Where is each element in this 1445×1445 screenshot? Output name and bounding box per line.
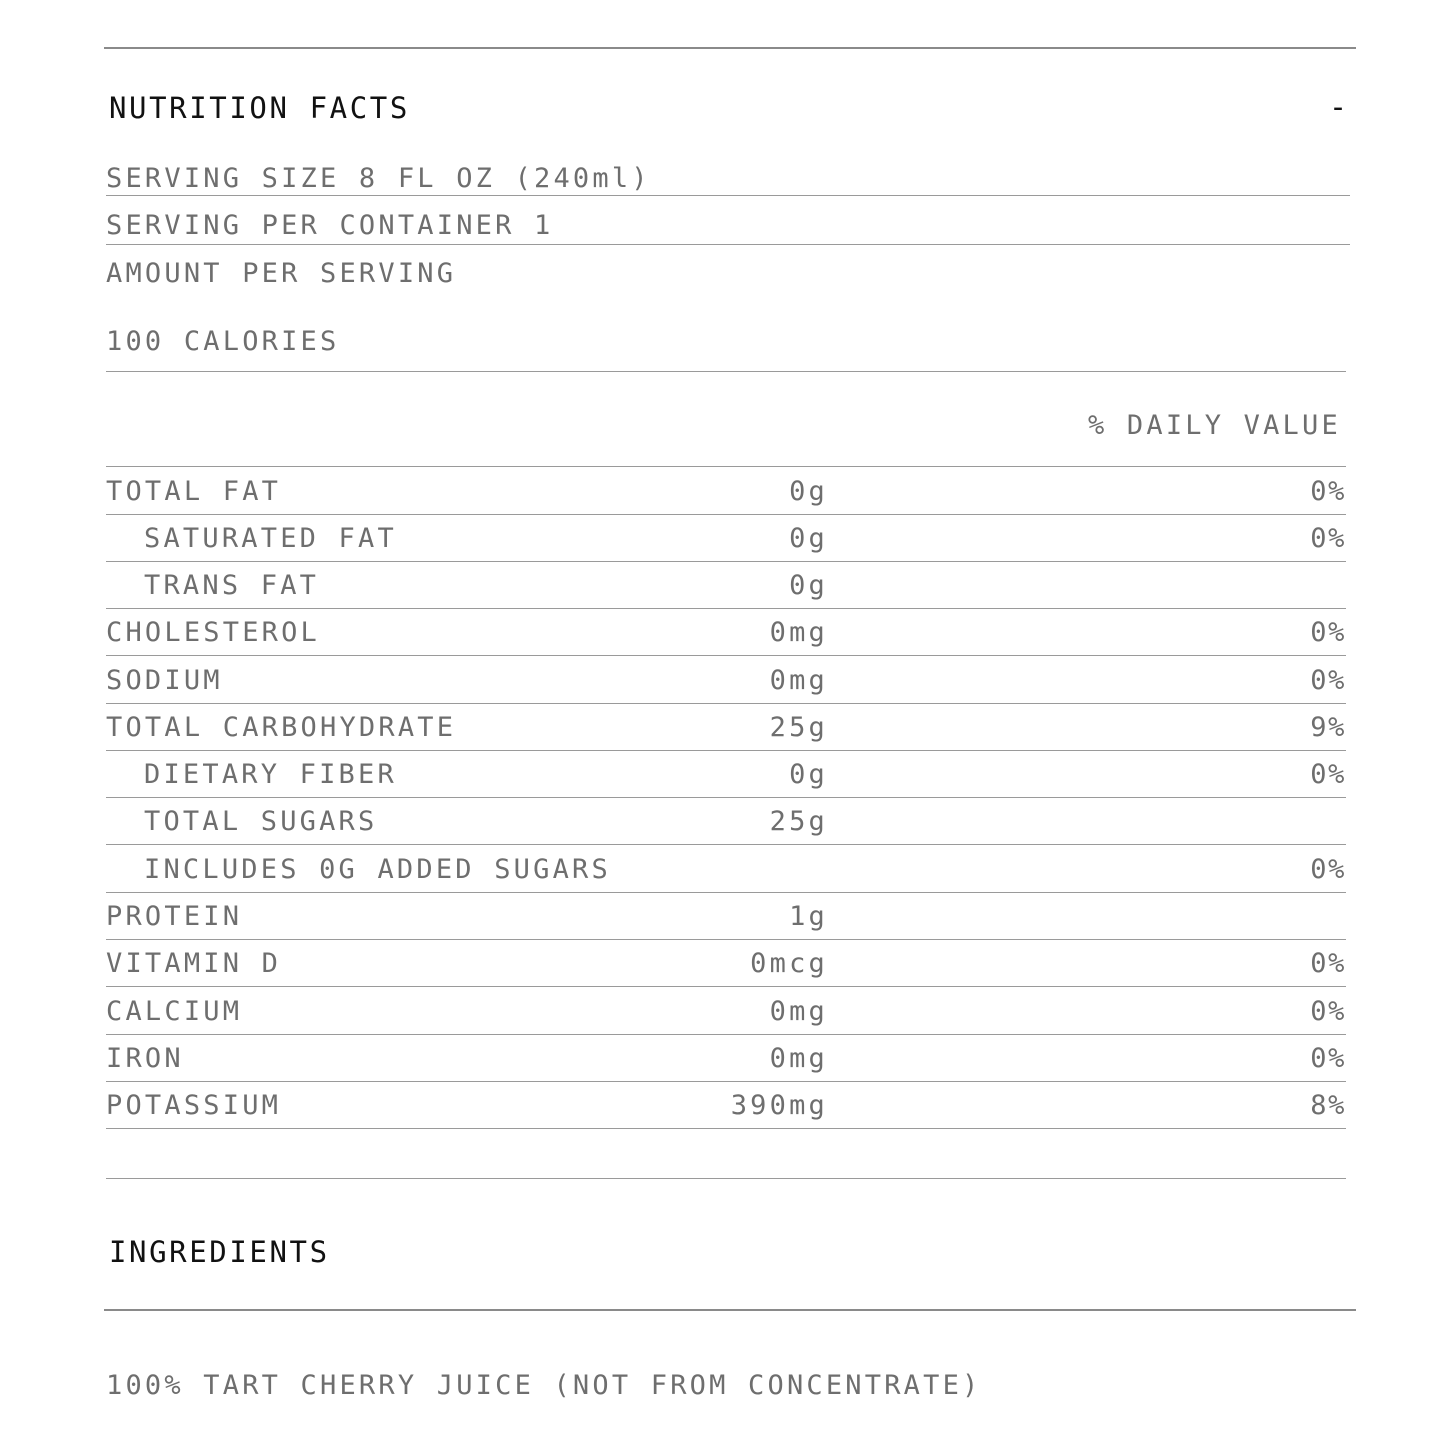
nutrient-name: CALCIUM: [106, 996, 243, 1027]
collapse-toggle-icon[interactable]: -: [1329, 90, 1348, 125]
nutrient-amount: 0g: [789, 759, 828, 790]
nutrient-daily-value: 0%: [1310, 523, 1346, 554]
nutrient-name: TOTAL CARBOHYDRATE: [106, 712, 457, 743]
serving-size: SERVING SIZE 8 FL OZ (240ml): [106, 163, 651, 194]
nutrient-amount: 0mg: [769, 617, 828, 648]
nutrient-amount: 0g: [789, 523, 828, 554]
table-row: [106, 656, 1346, 704]
nutrient-name: SODIUM: [106, 665, 223, 696]
nutrient-daily-value: 8%: [1310, 1090, 1346, 1121]
nutrient-name: CHOLESTEROL: [106, 617, 321, 648]
nutrient-amount: 0mg: [769, 1043, 828, 1074]
nutrient-daily-value: 0%: [1310, 948, 1346, 979]
table-row: [106, 987, 1346, 1035]
nutrient-daily-value: 0%: [1310, 476, 1346, 507]
nutrient-name: TRANS FAT: [144, 570, 320, 601]
nutrient-name: VITAMIN D: [106, 948, 282, 979]
table-row: [106, 1034, 1346, 1082]
servings-per-container: SERVING PER CONTAINER 1: [106, 210, 554, 241]
nutrient-amount: 0mg: [769, 996, 828, 1027]
nutrient-amount: 0g: [789, 570, 828, 601]
nutrient-name: SATURATED FAT: [144, 523, 397, 554]
table-row: [106, 514, 1346, 562]
daily-value-header: % DAILY VALUE: [1088, 410, 1341, 441]
table-row: [106, 608, 1346, 656]
nutrient-daily-value: 0%: [1310, 854, 1346, 885]
table-row: [106, 1081, 1346, 1129]
nutrient-daily-value: 0%: [1310, 617, 1346, 648]
ingredients-divider: [104, 1309, 1356, 1311]
serving-size-divider: [106, 195, 1350, 196]
table-row: [106, 750, 1346, 798]
nutrient-name: DIETARY FIBER: [144, 759, 397, 790]
nutrient-amount: 1g: [789, 901, 828, 932]
table-row: [106, 466, 1346, 515]
ingredients-text: 100% TART CHERRY JUICE (NOT FROM CONCENTRATE): [106, 1370, 982, 1401]
table-row: [106, 892, 1346, 940]
nutrition-facts-title[interactable]: NUTRITION FACTS: [109, 91, 410, 125]
table-row: [106, 797, 1346, 845]
nutrient-name: INCLUDES 0G ADDED SUGARS: [144, 854, 611, 885]
top-divider: [104, 47, 1356, 49]
nutrient-daily-value: 9%: [1310, 712, 1346, 743]
nutrient-daily-value: 0%: [1310, 665, 1346, 696]
table-row: [106, 939, 1346, 987]
nutrient-amount: 0mcg: [750, 948, 828, 979]
table-row: [106, 703, 1346, 751]
nutrient-amount: 25g: [769, 806, 828, 837]
nutrient-daily-value: 0%: [1310, 996, 1346, 1027]
nutrient-name: IRON: [106, 1043, 184, 1074]
amount-per-serving: AMOUNT PER SERVING: [106, 258, 457, 289]
nutrient-name: TOTAL SUGARS: [144, 806, 378, 837]
servings-divider: [106, 244, 1350, 245]
nutrient-amount: 0mg: [769, 665, 828, 696]
nutrient-daily-value: 0%: [1310, 759, 1346, 790]
nutrient-daily-value: 0%: [1310, 1043, 1346, 1074]
nutrient-name: TOTAL FAT: [106, 476, 282, 507]
nutrient-amount: 390mg: [730, 1090, 828, 1121]
ingredients-title[interactable]: INGREDIENTS: [109, 1235, 330, 1269]
nutrient-name: POTASSIUM: [106, 1090, 282, 1121]
calories: 100 CALORIES: [106, 326, 340, 357]
table-row: [106, 845, 1346, 893]
table-row: [106, 561, 1346, 609]
calories-divider: [106, 371, 1346, 372]
nutrient-amount: 0g: [789, 476, 828, 507]
table-end-divider: [106, 1178, 1346, 1179]
nutrient-amount: 25g: [769, 712, 828, 743]
nutrient-name: PROTEIN: [106, 901, 243, 932]
